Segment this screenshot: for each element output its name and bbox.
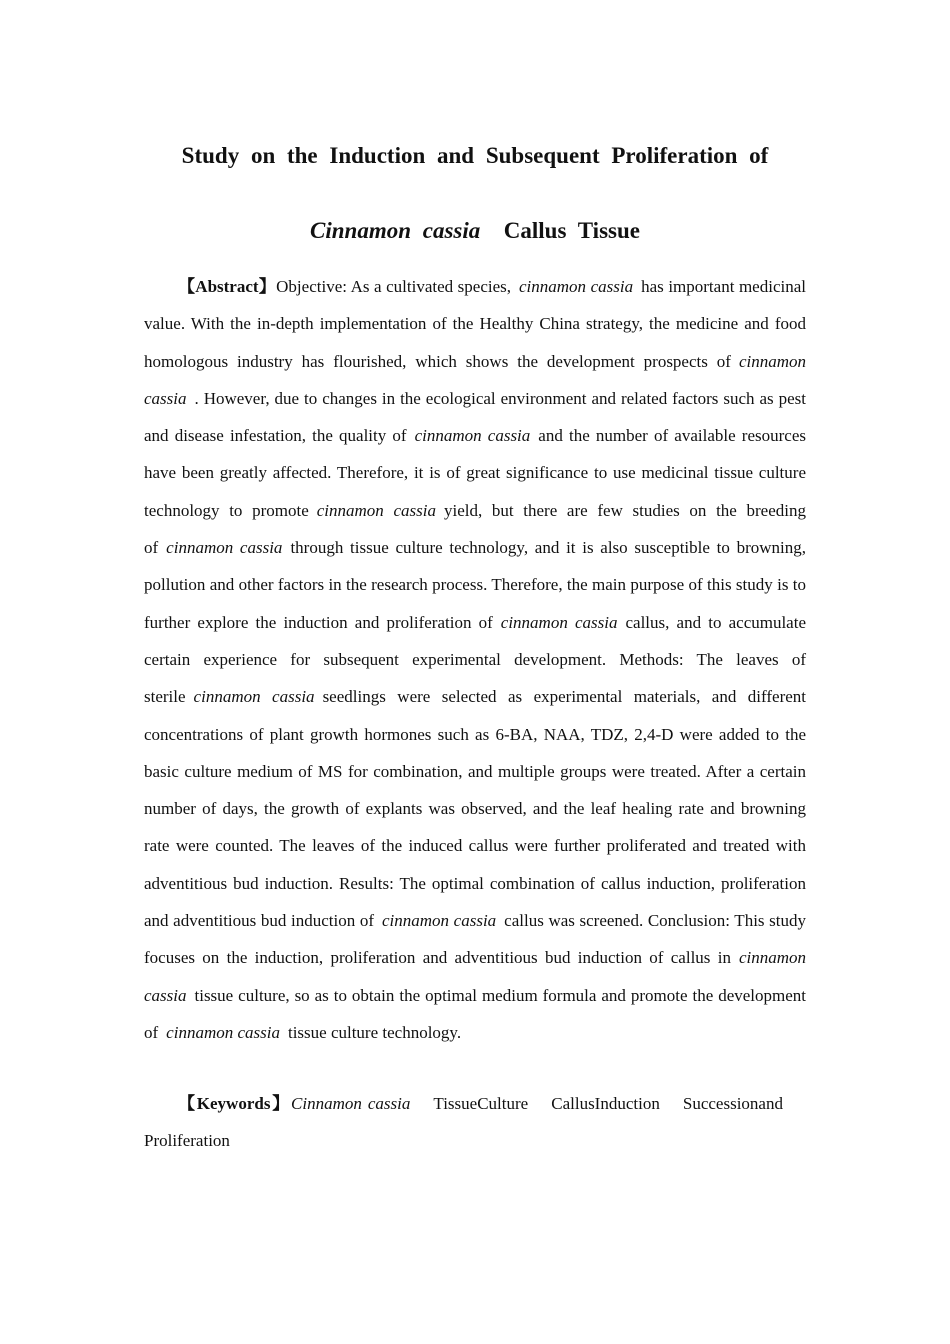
abstract-label: 【Abstract】 bbox=[178, 277, 277, 296]
paper-title bbox=[144, 118, 806, 268]
title-rest: Callus Tissue bbox=[503, 218, 640, 243]
abstract-text: tissue culture, so as to obtain the optimal medium formula and promote the development of bbox=[144, 985, 806, 1042]
species-name: cinnamon cassia bbox=[500, 612, 618, 632]
abstract-body bbox=[144, 277, 806, 1042]
species-name: cinnamon cassia bbox=[193, 687, 315, 707]
species-name: cinnamon cassia bbox=[414, 426, 531, 446]
keyword-term: Successionand bbox=[682, 1094, 783, 1114]
species-name: cinnamon cassia bbox=[144, 351, 806, 408]
keyword-term: Proliferation bbox=[144, 1131, 230, 1151]
keyword-term: CallusInduction bbox=[551, 1094, 660, 1114]
paper-page bbox=[144, 118, 806, 1176]
keywords-paragraph bbox=[144, 1085, 806, 1159]
keywords-species: Cinnamon cassia bbox=[291, 1094, 411, 1114]
abstract-text: . However, due to changes in the ecological environment and related factors such as pest and disease infestation, the quality of bbox=[144, 388, 806, 446]
abstract-text: through tissue culture technology, and it is also susceptible to browning, pollution and other factors in the research process. Therefore, the main purpose of this study is to further explore the induction and proliferation of bbox=[144, 538, 806, 632]
abstract-text: yield, but there are few studies on the breeding of bbox=[144, 500, 806, 558]
species-name: cinnamon cassia bbox=[519, 277, 634, 296]
species-name: cinnamon cassia bbox=[316, 500, 436, 520]
title-line-1: Study on the Induction and Subsequent Proliferation of bbox=[181, 143, 769, 168]
abstract-text: callus, and to accumulate certain experience for subsequent experimental development. Methods: The leaves of sterile bbox=[144, 612, 806, 707]
abstract-text: and the number of available resources have been greatly affected. Therefore, it is of great significance to use medicinal tissue culture technology to promote bbox=[144, 426, 807, 520]
species-name: cinnamon cassia bbox=[144, 948, 806, 1005]
species-name: cinnamon cassia bbox=[382, 911, 497, 931]
keywords-label: 【Keywords】 bbox=[178, 1094, 292, 1114]
abstract-text: tissue culture technology. bbox=[287, 1022, 462, 1042]
title-species: Cinnamon cassia bbox=[310, 218, 481, 243]
keyword-term: TissueCulture bbox=[433, 1094, 529, 1114]
abstract-text: has important medicinal value. With the in-depth implementation of the Healthy China strategy, the medicine and food homologous industry has flourished, which shows the development prospects of bbox=[144, 277, 806, 371]
abstract-paragraph bbox=[144, 268, 806, 1051]
species-name: cinnamon cassia bbox=[166, 538, 283, 558]
title-line-2 bbox=[144, 193, 806, 268]
abstract-text: callus was screened. Conclusion: This study focuses on the induction, proliferation and adventitious bud induction of callus in bbox=[144, 911, 806, 968]
abstract-text: seedlings were selected as experimental materials, and different concentrations of plant growth hormones such as 6-BA, NAA, TDZ, 2,4-D were added to the basic culture medium of MS for combination, and multiple groups were treated. After a certain number of days, the growth of explants was observed, and the leaf healing rate and browning rate were counted. The leaves of the induced callus were further proliferated and treated with adventitious bud induction. Results: The optimal combination of callus induction, proliferation and adventitious bud induction of bbox=[144, 687, 806, 931]
abstract-text: Objective: As a cultivated species, bbox=[276, 277, 512, 296]
species-name: cinnamon cassia bbox=[166, 1022, 280, 1042]
